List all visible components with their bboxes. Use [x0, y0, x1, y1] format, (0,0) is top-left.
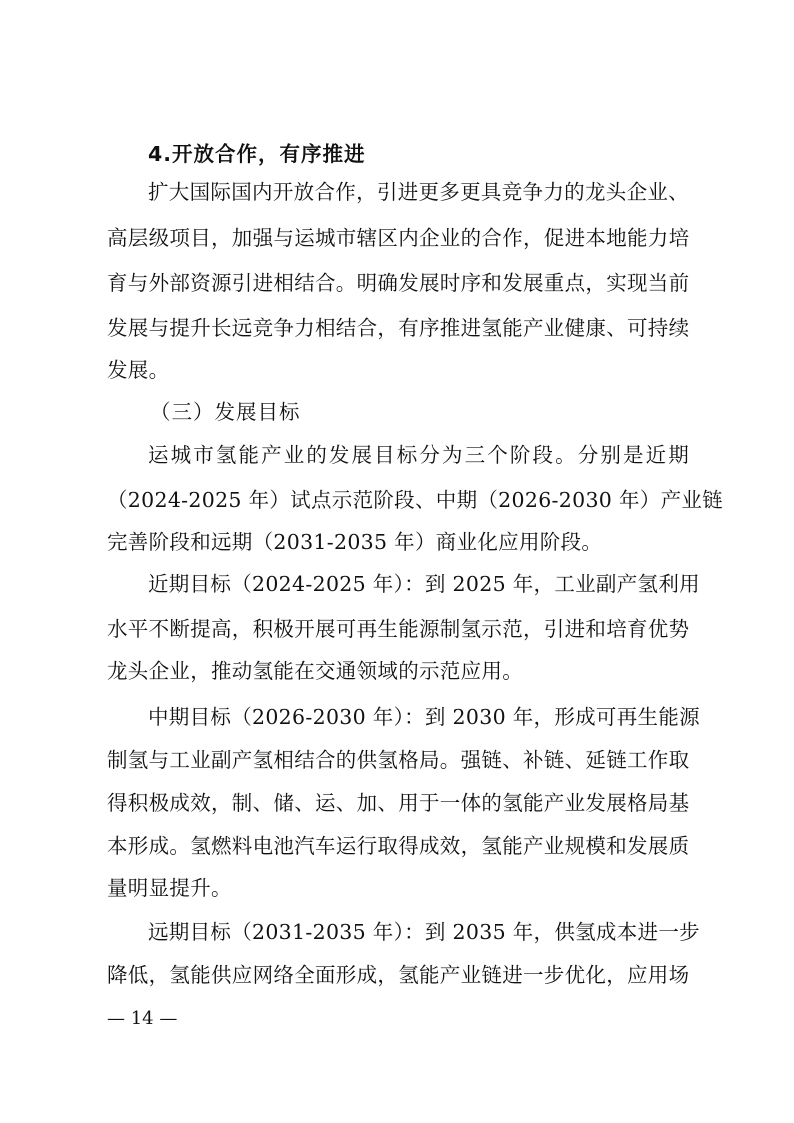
paragraph-line: 量明显提升。: [107, 876, 232, 900]
paragraph-line: 远期目标（2031-2035 年）：到 2035 年，供氢成本进一步: [148, 920, 700, 944]
paragraph-line: 本形成。氢燃料电池汽车运行取得成效，氢能产业规模和发展质: [107, 834, 690, 858]
paragraph-line: 育与外部资源引进相结合。明确发展时序和发展重点，实现当前: [107, 271, 690, 295]
paragraph-line: 制氢与工业副产氢相结合的供氢格局。强链、补链、延链工作取: [107, 748, 690, 772]
paragraph-line: 发展与提升长远竞争力相结合，有序推进氢能产业健康、可持续: [107, 316, 690, 340]
paragraph-line: 运城市氢能产业的发展目标分为三个阶段。分别是近期: [148, 443, 689, 467]
paragraph-line: 完善阶段和远期（2031-2035 年）商业化应用阶段。: [107, 530, 603, 554]
section-heading: 4.开放合作，有序推进: [148, 142, 366, 166]
subsection-heading: （三）发展目标: [150, 400, 301, 424]
paragraph-line: 近期目标（2024-2025 年）：到 2025 年，工业副产氢利用: [148, 572, 700, 596]
paragraph-line: 得积极成效，制、储、运、加、用于一体的氢能产业发展格局基: [107, 791, 690, 815]
paragraph-line: 高层级项目，加强与运城市辖区内企业的合作，促进本地能力培: [107, 226, 690, 250]
paragraph-line: 发展。: [107, 358, 170, 382]
paragraph-line: 降低，氢能供应网络全面形成，氢能产业链进一步优化，应用场: [107, 963, 690, 987]
paragraph-line: 水平不断提高，积极开展可再生能源制氢示范，引进和培育优势: [107, 617, 690, 641]
paragraph-line: （2024-2025 年）试点示范阶段、中期（2026-2030 年）产业链: [107, 488, 723, 512]
paragraph-line: 中期目标（2026-2030 年）：到 2030 年，形成可再生能源: [148, 705, 700, 729]
page-number: — 14 —: [107, 1008, 178, 1029]
paragraph-line: 龙头企业，推动氢能在交通领域的示范应用。: [107, 659, 523, 683]
paragraph-line: 扩大国际国内开放合作，引进更多更具竞争力的龙头企业、: [148, 180, 689, 204]
